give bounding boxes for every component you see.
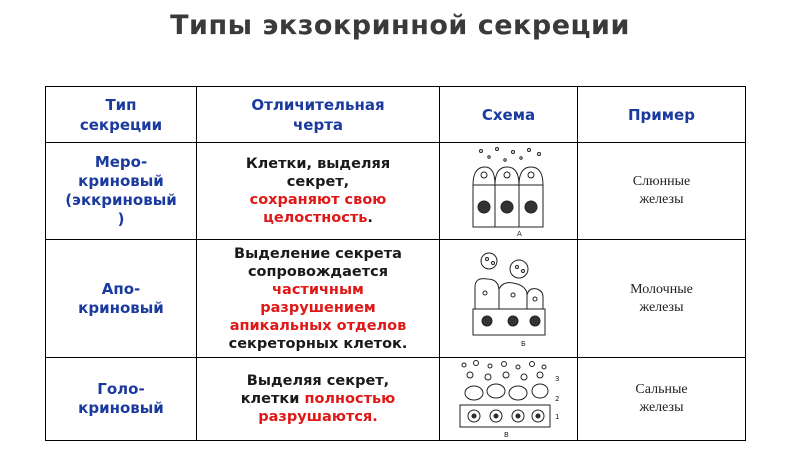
example-line: Слюнные bbox=[632, 174, 691, 189]
scheme-label: Б bbox=[520, 339, 526, 348]
table-row bbox=[46, 143, 746, 240]
feature-line bbox=[197, 372, 439, 390]
scheme-number: 3 bbox=[554, 375, 559, 383]
type-cell bbox=[46, 143, 197, 240]
apocrine-scheme-image bbox=[469, 249, 549, 349]
feature-line bbox=[197, 281, 439, 299]
highlight-text: полностью bbox=[304, 391, 396, 407]
type-cell bbox=[46, 358, 197, 441]
scheme-cell bbox=[440, 240, 578, 358]
type-line: криновый bbox=[78, 399, 164, 417]
highlight-text: частичным bbox=[272, 281, 364, 298]
scheme-number: 2 bbox=[554, 395, 559, 403]
header-type-line: Тип bbox=[105, 95, 137, 114]
scheme-number: 1 bbox=[554, 413, 559, 421]
header-feature bbox=[197, 87, 440, 143]
header-row bbox=[46, 87, 746, 143]
feature-text: Выделяя секрет, bbox=[246, 373, 390, 389]
example-cell bbox=[578, 143, 746, 240]
feature-text: Выделение секрета bbox=[234, 245, 402, 262]
scheme-cell bbox=[440, 358, 578, 441]
feature-line bbox=[197, 408, 439, 426]
feature-text: Клетки, выделяя bbox=[245, 156, 391, 172]
highlight-text: разрушением bbox=[260, 299, 376, 316]
example-line: Молочные bbox=[630, 281, 693, 297]
header-scheme-label: Схема bbox=[481, 105, 536, 124]
example-line: железы bbox=[639, 400, 684, 415]
highlight-text: апикальных отделов bbox=[229, 317, 407, 334]
feature-line bbox=[197, 299, 439, 317]
feature-line bbox=[197, 335, 439, 353]
example-cell bbox=[578, 358, 746, 441]
type-line: Апо- bbox=[101, 279, 141, 298]
feature-line bbox=[197, 191, 439, 209]
feature-text: секрет, bbox=[286, 174, 350, 190]
highlight-text: сохраняют свою bbox=[249, 192, 387, 208]
feature-text: клетки bbox=[240, 391, 305, 407]
scheme-label: А bbox=[516, 230, 522, 237]
page-title: Типы экзокринной секреции bbox=[170, 10, 630, 41]
holocrine-scheme-image bbox=[454, 359, 564, 439]
highlight-text: целостность bbox=[263, 210, 368, 226]
header-scheme bbox=[440, 87, 578, 143]
header-type-line: секреции bbox=[79, 115, 163, 134]
feature-line bbox=[197, 390, 439, 408]
header-type bbox=[46, 87, 197, 143]
type-line: Меро- bbox=[94, 153, 148, 171]
feature-line bbox=[197, 173, 439, 191]
scheme-cell bbox=[440, 143, 578, 240]
type-line: криновый bbox=[78, 172, 164, 190]
header-example bbox=[578, 87, 746, 143]
type-cell bbox=[46, 240, 197, 358]
feature-cell bbox=[197, 358, 440, 441]
example-line: Сальные bbox=[635, 382, 688, 397]
table-row bbox=[46, 358, 746, 441]
highlight-text: разрушаются. bbox=[258, 409, 378, 425]
feature-text: . bbox=[367, 210, 373, 226]
type-line: криновый bbox=[78, 298, 164, 317]
example-line: железы bbox=[639, 192, 684, 207]
header-feature-line: Отличительная bbox=[251, 95, 385, 114]
header-feature-line: черта bbox=[292, 115, 344, 134]
feature-cell bbox=[197, 143, 440, 240]
feature-line bbox=[197, 245, 439, 263]
feature-text: секреторных клеток. bbox=[228, 335, 408, 352]
type-line: Голо- bbox=[97, 380, 145, 398]
example-line: железы bbox=[639, 299, 684, 315]
feature-cell bbox=[197, 240, 440, 358]
example-cell bbox=[578, 240, 746, 358]
scheme-label: В bbox=[503, 431, 509, 439]
feature-line bbox=[197, 263, 439, 281]
type-line: (эккриновый bbox=[65, 191, 177, 209]
feature-text: сопровождается bbox=[247, 263, 389, 280]
type-line: ) bbox=[117, 210, 125, 228]
secretion-table bbox=[45, 86, 746, 441]
merocrine-scheme-image bbox=[469, 145, 549, 237]
feature-line bbox=[197, 209, 439, 227]
header-example-label: Пример bbox=[628, 105, 695, 124]
feature-line bbox=[197, 317, 439, 335]
table-row bbox=[46, 240, 746, 358]
feature-line bbox=[197, 155, 439, 173]
